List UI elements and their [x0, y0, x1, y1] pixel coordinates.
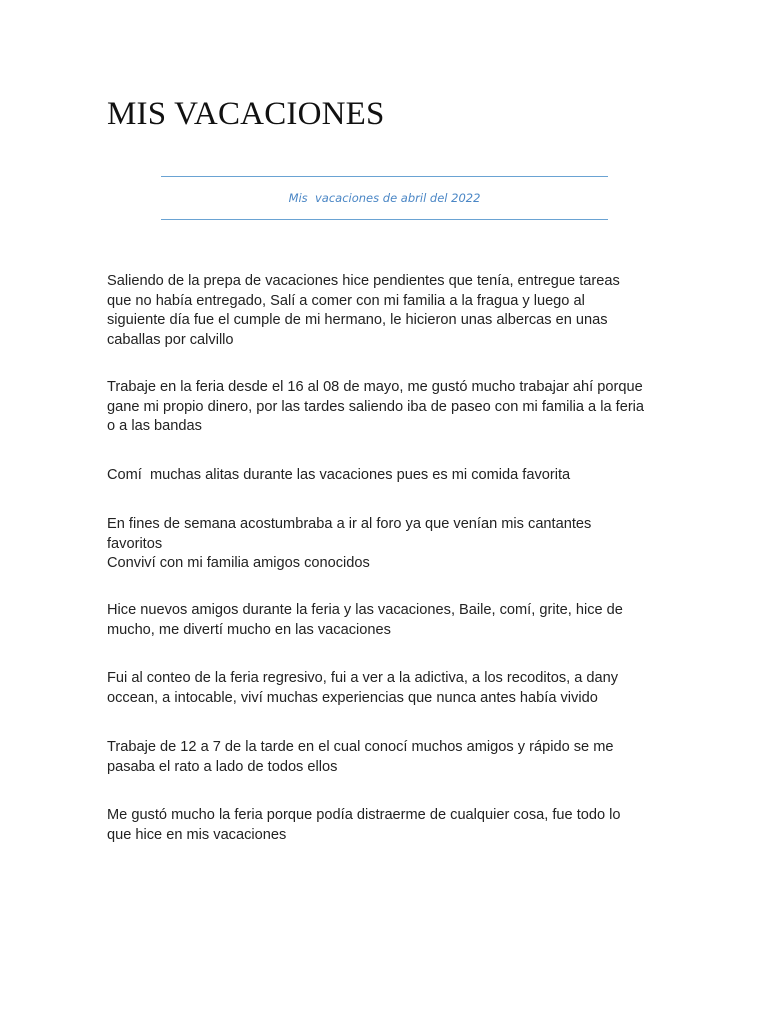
paragraph: Hice nuevos amigos durante la feria y las vacaciones, Baile, comí, grite, hice de mucho, me divertí mucho en las vacaciones	[107, 602, 623, 638]
paragraph: Comí muchas alitas durante las vacaciones pues es mi comida favorita	[107, 467, 571, 483]
paragraph: En fines de semana acostumbraba a ir al foro ya que venían mis cantantes favoritos Conviví con mi familia amigos conocidos	[107, 516, 592, 571]
paragraph: Me gustó mucho la feria porque podía distraerme de cualquier cosa, fue todo lo que hice en mis vacaciones	[107, 807, 621, 843]
paragraph: Trabaje en la feria desde el 16 al 08 de mayo, me gustó mucho trabajar ahí porque gane mi propio dinero, por las tardes saliendo iba de paseo con mi familia a la feria o a las bandas	[107, 379, 645, 434]
subtitle-top-rule	[161, 176, 608, 177]
document-subtitle: Mis vacaciones de abril del 2022	[288, 191, 481, 205]
paragraph: Trabaje de 12 a 7 de la tarde en el cual conocí muchos amigos y rápido se me pasaba el rato a lado de todos ellos	[107, 739, 614, 775]
document-title: MIS VACACIONES	[107, 96, 385, 132]
paragraph: Fui al conteo de la feria regresivo, fui a ver a la adictiva, a los recoditos, a dany occean, a intocable, viví muchas experiencias que nunca antes había vivido	[107, 670, 619, 706]
subtitle-bottom-rule	[161, 219, 608, 220]
paragraph: Saliendo de la prepa de vacaciones hice pendientes que tenía, entregue tareas que no había entregado, Salí a comer con mi familia a la fragua y luego al siguiente día fue el cumple de mi hermano, le hicieron unas albercas en unas caballas por calvillo	[107, 273, 620, 348]
